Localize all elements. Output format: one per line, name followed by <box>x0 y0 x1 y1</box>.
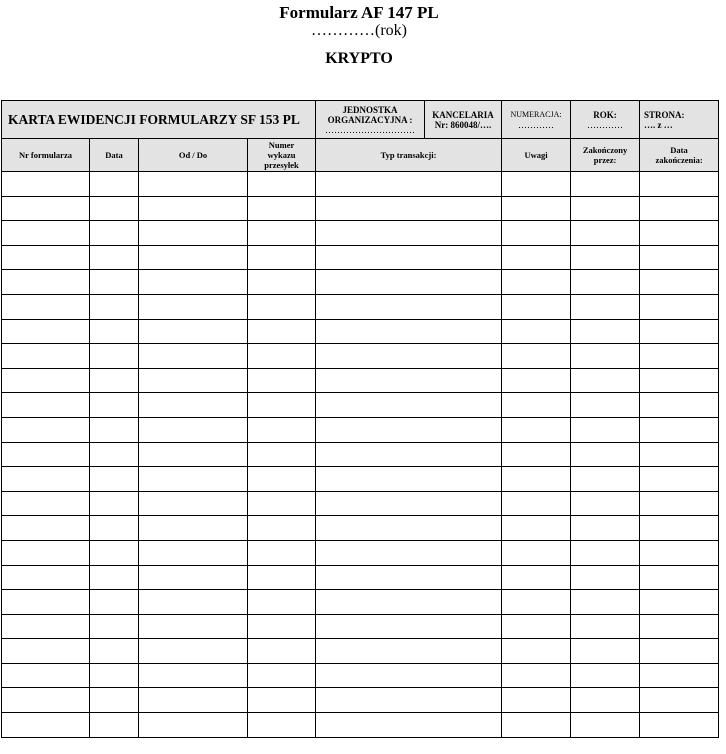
cell-date <box>90 516 139 541</box>
cell-closing-date <box>640 614 719 639</box>
cell-from-to <box>139 590 248 615</box>
cell-form-number <box>2 368 90 393</box>
card-title: KARTA EWIDENCJI FORMULARZY SF 153 PL <box>2 101 316 139</box>
col-closed-by <box>571 139 640 172</box>
cell-closed-by <box>571 294 640 319</box>
cell-closing-date <box>640 417 719 442</box>
cell-date <box>90 368 139 393</box>
table-row <box>2 491 719 516</box>
column-header-row <box>2 139 719 172</box>
cell-closing-date <box>640 294 719 319</box>
cell-from-to <box>139 516 248 541</box>
col-shipment-line-1: Numer <box>268 140 295 150</box>
cell-closing-date <box>640 344 719 369</box>
cell-transaction-type <box>316 196 502 221</box>
cell-closed-by <box>571 713 640 738</box>
cell-shipment-list <box>248 590 316 615</box>
cell-from-to <box>139 688 248 713</box>
table-row <box>2 713 719 738</box>
cell-form-number <box>2 565 90 590</box>
cell-form-number <box>2 344 90 369</box>
cell-remarks <box>502 590 571 615</box>
cell-form-number <box>2 590 90 615</box>
cell-form-number <box>2 245 90 270</box>
cell-date <box>90 663 139 688</box>
cell-form-number <box>2 639 90 664</box>
cell-remarks <box>502 713 571 738</box>
cell-transaction-type <box>316 245 502 270</box>
cell-date <box>90 417 139 442</box>
cell-from-to <box>139 442 248 467</box>
table-row <box>2 565 719 590</box>
col-transaction-type: Typ transakcji: <box>316 139 502 172</box>
cell-remarks <box>502 516 571 541</box>
cell-closed-by <box>571 639 640 664</box>
cell-remarks <box>502 688 571 713</box>
cell-transaction-type <box>316 540 502 565</box>
cell-from-to <box>139 368 248 393</box>
page-label: STRONA: <box>644 109 685 120</box>
cell-closing-date <box>640 491 719 516</box>
cell-closing-date <box>640 590 719 615</box>
cell-shipment-list <box>248 663 316 688</box>
cell-transaction-type <box>316 663 502 688</box>
cell-closing-date <box>640 270 719 295</box>
year-line: …………(rok) <box>311 22 407 39</box>
cell-from-to <box>139 344 248 369</box>
cell-transaction-type <box>316 319 502 344</box>
cell-from-to <box>139 245 248 270</box>
cell-form-number <box>2 294 90 319</box>
table-row <box>2 393 719 418</box>
cell-remarks <box>502 368 571 393</box>
unit-label-2: ORGANIZACYJNA : <box>327 114 413 125</box>
table-row <box>2 442 719 467</box>
cell-remarks <box>502 663 571 688</box>
cell-form-number <box>2 516 90 541</box>
table-row <box>2 221 719 246</box>
cell-closed-by <box>571 565 640 590</box>
cell-from-to <box>139 393 248 418</box>
table-row <box>2 172 719 197</box>
cell-closed-by <box>571 172 640 197</box>
cell-form-number <box>2 270 90 295</box>
cell-shipment-list <box>248 319 316 344</box>
cell-shipment-list <box>248 344 316 369</box>
col-form-number: Nr formularza <box>2 139 90 172</box>
cell-closed-by <box>571 221 640 246</box>
cell-date <box>90 491 139 516</box>
cell-remarks <box>502 221 571 246</box>
cell-closed-by <box>571 614 640 639</box>
cell-transaction-type <box>316 393 502 418</box>
cell-transaction-type <box>316 467 502 492</box>
cell-closing-date <box>640 516 719 541</box>
cell-date <box>90 565 139 590</box>
cell-form-number <box>2 417 90 442</box>
cell-closed-by <box>571 491 640 516</box>
cell-date <box>90 614 139 639</box>
cell-shipment-list <box>248 442 316 467</box>
cell-date <box>90 442 139 467</box>
cell-date <box>90 196 139 221</box>
cell-closed-by <box>571 245 640 270</box>
cell-date <box>90 639 139 664</box>
cell-form-number <box>2 196 90 221</box>
cell-transaction-type <box>316 688 502 713</box>
numbering-cell <box>502 101 571 139</box>
cell-closed-by <box>571 319 640 344</box>
cell-remarks <box>502 565 571 590</box>
cell-closed-by <box>571 417 640 442</box>
cell-transaction-type <box>316 172 502 197</box>
cell-date <box>90 344 139 369</box>
cell-from-to <box>139 270 248 295</box>
cell-shipment-list <box>248 614 316 639</box>
col-closing-date <box>640 139 719 172</box>
year-label: ROK: <box>593 109 617 120</box>
col-shipment-line-3: przesyłek <box>264 160 299 170</box>
cell-form-number <box>2 688 90 713</box>
cell-shipment-list <box>248 245 316 270</box>
cell-remarks <box>502 540 571 565</box>
cell-transaction-type <box>316 565 502 590</box>
table-row <box>2 516 719 541</box>
cell-transaction-type <box>316 270 502 295</box>
numbering-label: NUMERACJA: <box>510 109 562 119</box>
cell-form-number <box>2 540 90 565</box>
cell-date <box>90 713 139 738</box>
table-row <box>2 639 719 664</box>
cell-closing-date <box>640 393 719 418</box>
cell-closing-date <box>640 221 719 246</box>
cell-date <box>90 172 139 197</box>
cell-from-to <box>139 294 248 319</box>
col-from-to: Od / Do <box>139 139 248 172</box>
office-cell <box>425 101 502 139</box>
cell-closed-by <box>571 442 640 467</box>
col-closed-by-line-1: Zakończony <box>582 145 628 155</box>
cell-remarks <box>502 245 571 270</box>
table-row <box>2 417 719 442</box>
cell-transaction-type <box>316 294 502 319</box>
cell-remarks <box>502 319 571 344</box>
cell-closed-by <box>571 516 640 541</box>
cell-transaction-type <box>316 516 502 541</box>
cell-closed-by <box>571 688 640 713</box>
cell-date <box>90 294 139 319</box>
cell-remarks <box>502 614 571 639</box>
cell-transaction-type <box>316 368 502 393</box>
col-shipment-list <box>248 139 316 172</box>
page-value: …. z … <box>644 119 673 130</box>
cell-closed-by <box>571 393 640 418</box>
cell-date <box>90 688 139 713</box>
cell-closing-date <box>640 639 719 664</box>
cell-from-to <box>139 663 248 688</box>
cell-transaction-type <box>316 614 502 639</box>
cell-closing-date <box>640 245 719 270</box>
office-value: Nr: 860048/…. <box>434 119 492 130</box>
cell-shipment-list <box>248 417 316 442</box>
cell-form-number <box>2 319 90 344</box>
cell-shipment-list <box>248 393 316 418</box>
cell-form-number <box>2 713 90 738</box>
page-cell <box>640 101 719 139</box>
cell-form-number <box>2 221 90 246</box>
cell-closed-by <box>571 270 640 295</box>
col-closing-date-line-2: zakończenia: <box>655 155 703 165</box>
col-date: Data <box>90 139 139 172</box>
cell-closed-by <box>571 368 640 393</box>
cell-remarks <box>502 294 571 319</box>
cell-shipment-list <box>248 196 316 221</box>
cell-from-to <box>139 319 248 344</box>
cell-shipment-list <box>248 491 316 516</box>
cell-shipment-list <box>248 639 316 664</box>
cell-transaction-type <box>316 491 502 516</box>
cell-closing-date <box>640 663 719 688</box>
cell-shipment-list <box>248 565 316 590</box>
table-row <box>2 614 719 639</box>
office-label: KANCELARIA <box>432 109 494 120</box>
cell-transaction-type <box>316 590 502 615</box>
cell-shipment-list <box>248 270 316 295</box>
register-table <box>1 100 719 738</box>
cell-closing-date <box>640 565 719 590</box>
cell-transaction-type <box>316 221 502 246</box>
cell-form-number <box>2 393 90 418</box>
cell-closing-date <box>640 319 719 344</box>
numbering-value: ………… <box>518 119 555 130</box>
cell-form-number <box>2 467 90 492</box>
cell-closing-date <box>640 467 719 492</box>
cell-closing-date <box>640 196 719 221</box>
table-row <box>2 294 719 319</box>
cell-remarks <box>502 270 571 295</box>
cell-closing-date <box>640 172 719 197</box>
table-row <box>2 540 719 565</box>
cell-form-number <box>2 491 90 516</box>
cell-transaction-type <box>316 417 502 442</box>
cell-shipment-list <box>248 540 316 565</box>
table-row <box>2 319 719 344</box>
cell-form-number <box>2 172 90 197</box>
cell-closing-date <box>640 368 719 393</box>
cell-date <box>90 221 139 246</box>
cell-closing-date <box>640 442 719 467</box>
table-row <box>2 590 719 615</box>
year-cell <box>571 101 640 139</box>
form-title: Formularz AF 147 PL <box>279 3 439 22</box>
cell-date <box>90 393 139 418</box>
cell-remarks <box>502 196 571 221</box>
year-value: ………… <box>587 119 624 130</box>
cell-closed-by <box>571 344 640 369</box>
cell-date <box>90 540 139 565</box>
cell-remarks <box>502 393 571 418</box>
col-remarks: Uwagi <box>502 139 571 172</box>
cell-shipment-list <box>248 688 316 713</box>
col-closing-date-line-1: Data <box>670 145 688 155</box>
table-row <box>2 344 719 369</box>
cell-from-to <box>139 221 248 246</box>
cell-date <box>90 270 139 295</box>
cell-shipment-list <box>248 467 316 492</box>
table-row <box>2 663 719 688</box>
table-row <box>2 368 719 393</box>
cell-remarks <box>502 172 571 197</box>
cell-shipment-list <box>248 294 316 319</box>
cell-shipment-list <box>248 368 316 393</box>
cell-shipment-list <box>248 172 316 197</box>
cell-from-to <box>139 540 248 565</box>
cell-date <box>90 319 139 344</box>
cell-remarks <box>502 491 571 516</box>
table-row <box>2 245 719 270</box>
col-closed-by-line-2: przez: <box>593 155 617 165</box>
cell-from-to <box>139 614 248 639</box>
classification-label: KRYPTO <box>325 50 393 67</box>
cell-remarks <box>502 442 571 467</box>
unit-label-1: JEDNOSTKA <box>342 104 398 115</box>
unit-cell <box>316 101 425 139</box>
cell-closed-by <box>571 663 640 688</box>
cell-form-number <box>2 614 90 639</box>
cell-closed-by <box>571 196 640 221</box>
cell-from-to <box>139 172 248 197</box>
cell-from-to <box>139 196 248 221</box>
cell-transaction-type <box>316 639 502 664</box>
cell-shipment-list <box>248 713 316 738</box>
cell-shipment-list <box>248 516 316 541</box>
cell-from-to <box>139 491 248 516</box>
cell-closed-by <box>571 540 640 565</box>
unit-value: ………………………… <box>325 124 416 135</box>
cell-closing-date <box>640 713 719 738</box>
card-header-row <box>2 101 719 139</box>
cell-from-to <box>139 713 248 738</box>
cell-from-to <box>139 417 248 442</box>
cell-date <box>90 590 139 615</box>
cell-closed-by <box>571 590 640 615</box>
cell-remarks <box>502 417 571 442</box>
cell-transaction-type <box>316 442 502 467</box>
cell-date <box>90 245 139 270</box>
table-row <box>2 688 719 713</box>
cell-form-number <box>2 663 90 688</box>
table-row <box>2 467 719 492</box>
cell-transaction-type <box>316 344 502 369</box>
col-shipment-line-2: wykazu <box>267 150 296 160</box>
cell-form-number <box>2 442 90 467</box>
cell-from-to <box>139 565 248 590</box>
cell-remarks <box>502 639 571 664</box>
cell-from-to <box>139 639 248 664</box>
cell-closing-date <box>640 540 719 565</box>
cell-date <box>90 467 139 492</box>
cell-transaction-type <box>316 713 502 738</box>
cell-remarks <box>502 344 571 369</box>
table-row <box>2 270 719 295</box>
cell-closing-date <box>640 688 719 713</box>
cell-shipment-list <box>248 221 316 246</box>
table-row <box>2 196 719 221</box>
cell-remarks <box>502 467 571 492</box>
cell-closed-by <box>571 467 640 492</box>
cell-from-to <box>139 467 248 492</box>
